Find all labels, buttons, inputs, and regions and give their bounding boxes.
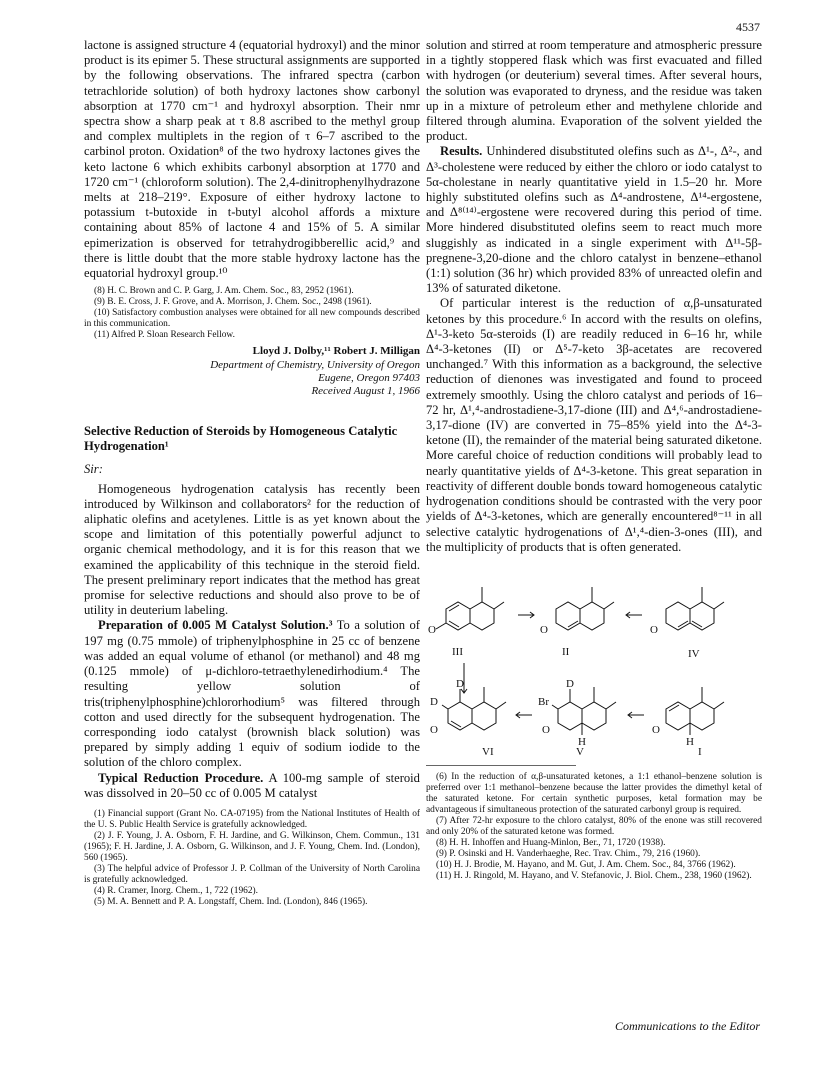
footnote-10: (10) H. J. Brodie, M. Hayano, and M. Gut, J. Am. Chem. Soc., 84, 3766 (1962). [436,859,736,870]
label-O-III: O [428,623,436,636]
label-V: V [576,745,584,755]
label-O-VI: O [430,723,438,736]
label-II: II [562,645,570,658]
catalyst-preparation-paragraph [84,618,420,770]
arrow-I-to-V [628,712,644,718]
structure-VI [442,687,506,730]
footnote-3: (3) The helpful advice of Professor J. P. Collman of the University of North Carolina is gratefully acknowledged. [84,863,420,885]
page-number: 4537 [736,20,760,34]
reaction-scheme-drawing [426,569,776,755]
footnote-6: (6) In the reduction of α,β-unsaturated ketones, a 1:1 ethanol–benzene solution is preferred over 1:1 methanol–benzene because the latter provides the dimethyl ketal of the saturated ketone. For certain synthetic purposes, ketal formation may be advantageous if simultaneous protection of the saturated carbonyl group is required. [426,771,762,815]
structure-I [666,687,724,735]
footnote-8: (8) H. H. Inhoffen and Huang-Minlon, Ber., 71, 1720 (1938). [436,837,666,848]
catalyst-preparation-text: To a solution of 197 mg (0.75 mmole) of triphenylphosphine in 25 cc of benzene was added an equal volume of ethanol (or methanol) and 48 mg (0.125 mmole) of μ-dichloro-tetraethylenedirhodium.⁴ The resulting yellow solution of tris(triphenylphosphine)chlororhodium⁵ was filtered through cotton and used directly for the subsequent hydrogenation. The corresponding iodo catalyst (brownish black solution) was prepared by simply adding 1 equiv of sodium iodide to the solution of the chloro complex. [84,618,420,770]
note-9: (9) B. E. Cross, J. F. Grove, and A. Morrison, J. Chem. Soc., 2498 (1961). [94,297,372,308]
structure-III [436,587,504,630]
note-10: (10) Satisfactory combustion analyses were obtained for all new compounds described in this communication. [84,308,420,330]
label-O-I: O [652,723,660,736]
procedure-continuation: solution and stirred at room temperature and atmospheric pressure in a tightly stoppered flask which was first evacuated and filled with hydrogen (or deuterium) several times. After several hours, the solution was evaporated to dryness, and the residue was taken up in a mixture of petroleum ether and methylene chloride and filtered through alumina. Evaporation of the solvent yielded the product. [426,38,762,144]
footnote-1: (1) Financial support (Grant No. CA-07195) from the National Institutes of Health of the U. S. Public Health Service is gratefully acknowledged. [84,808,420,830]
label-O-II: O [540,623,548,636]
footnote-7: (7) After 72-hr exposure to the chloro catalyst, 80% of the enone was still recovered and only 20% of the saturated ketone was formed. [426,815,762,837]
structure-IV [666,587,724,630]
left-column [84,38,420,908]
label-O-IV: O [650,623,658,636]
intro-paragraph: Homogeneous hydrogenation catalysis has recently been introduced by Wilkinson and collaborators² for the reduction of aliphatic olefins and acetylenes. Little is as yet known about the scope and limitation of this potentially powerful adjunct to organic chemical methodology, and it is for this reason that we examined the applicability of this technique in the steroid field. The present preliminary report indicates that the method has great promise for selective reductions and should also prove to be of utility in deuterium labeling. [84,481,420,618]
label-D-V: D [566,677,574,690]
previous-article-conclusion: lactone is assigned structure 4 (equatorial hydroxyl) and the minor product is its epimer 5. These structural assignments are supported by the following observations. The infrared spectra (carbon tetrachloride solution) of both hydroxy lactones show carbonyl absorption at 1770 cm⁻¹ and hydroxyl absorption. Their nmr spectra show a sharp peak at τ 8.8 ascribed to the methyl group and complex multiplets in the region of τ 6–7 ascribed to the carbinol proton. Oxidation⁸ of the two hydroxy lactones gives the keto lactone 6 which exhibits carbonyl absorption at 1770 and 1720 cm⁻¹ (chloroform solution). The 2,4-dinitrophenylhydrazone melts at 218–219°. Exposure of either hydroxy lactone to potassium t-butoxide in t-butyl alcohol affords a mixture containing about 85% of lactone 4 and 15% of 5. A similar epimerization is observed for tetrahydrogibberellic acid,⁹ and there is little doubt that the more stable hydroxy lactone has the equatorial hydroxyl group.¹⁰ [84,38,420,281]
arrow-IV-to-II [626,612,642,618]
author-city: Eugene, Oregon 97403 [318,372,420,385]
right-column [426,38,762,882]
label-VI: VI [482,745,494,755]
label-I: I [698,745,702,755]
reaction-scheme [426,569,776,755]
reduction-procedure-paragraph [84,771,420,801]
results-heading: Results. [440,144,483,159]
results-paragraph [426,144,762,296]
label-D-VI-left: D [430,695,438,708]
label-Br-V: Br [538,695,549,708]
arrow-V-to-VI [516,712,532,718]
label-H-V: H [578,735,586,748]
received-date: Received August 1, 1966 [311,385,420,398]
note-11: (11) Alfred P. Sloan Research Fellow. [94,330,235,341]
footnote-4: (4) R. Cramer, Inorg. Chem., 1, 722 (1962). [94,885,259,896]
label-H-I: H [686,735,694,748]
footnote-11: (11) H. J. Ringold, M. Hayano, and V. Stefanovic, J. Biol. Chem., 238, 1960 (1962). [436,870,752,881]
journal-section-footer: Communications to the Editor [615,1019,760,1033]
footnote-5: (5) M. A. Bennett and P. A. Longstaff, Chem. Ind. (London), 846 (1965). [94,896,368,907]
structure-V [552,687,616,735]
article-title: Selective Reduction of Steroids by Homogeneous Catalytic Hydrogenation¹ [84,424,398,454]
left-footnotes [84,809,420,908]
arrow-III-to-II [518,612,534,618]
label-III: III [452,645,463,658]
footnote-2: (2) J. F. Young, J. A. Osborn, F. H. Jardine, and G. Wilkinson, Chem. Commun., 131 (1965); F. H. Jardine, J. A. Osborn, G. Wilkinson, and J. F. Young, Chem. Ind. (London), 560 (1965). [84,830,420,863]
previous-article-notes [84,286,420,341]
author-names: Lloyd J. Dolby,¹¹ Robert J. Milligan [252,345,420,358]
structure-II [556,587,614,630]
footnote-9: (9) P. Osinski and H. Vanderhaeghe, Rec. Trav. Chim., 79, 216 (1960). [436,848,701,859]
author-affiliation: Department of Chemistry, University of Oregon [210,359,420,372]
note-8: (8) H. C. Brown and C. P. Garg, J. Am. Chem. Soc., 83, 2952 (1961). [94,286,354,297]
enone-reduction-paragraph: Of particular interest is the reduction of α,β-unsaturated ketones by this procedure.⁶ In accord with the results on olefins, Δ¹-3-keto 5α-steroids (I) are readily reduced in 6–16 hr, while Δ⁴-3-ketones (II) or Δ⁵-7-keto 3β-acetates are recovered unchanged.⁷ With this information as a background, the selective reduction of dienones was investigated and found to proceed extremely smoothly. Using the chloro catalyst and periods of 16–72 hr, Δ¹,⁴-androstadiene-3,17-dione (III) and Δ⁴,⁶-androstadiene-3,17-dione (IV) are converted in 75–85% yield into the Δ⁴-3-ketone (II), the remainder of the material being saturated diketone. More careful choice of reduction conditions will probably lead to nearly quantitative yields of Δ⁴-3-ketone. This great separation in reactivity of different double bonds toward homogeneous catalytic hydrogenation conditions should be contrasted with the very poor yields of Δ⁴-3-ketones, which are generally encountered⁸⁻¹¹ in all selective catalytic hydrogenations of Δ¹,⁴-dien-3-ones (III), and the multiplicity of products that is often generated. [426,296,762,554]
right-footnotes [426,772,762,882]
salutation: Sir: [84,462,103,477]
label-O-V: O [542,723,550,736]
reduction-procedure-heading: Typical Reduction Procedure. [98,770,264,785]
reduction-procedure-text: A 100-mg sample of steroid was dissolved in 20–50 cc of 0.005 M catalyst [84,770,420,800]
results-text: Unhindered disubstituted olefins such as Δ¹-, Δ²-, and Δ³-cholestene were reduced by either the chloro or iodo catalyst to 5α-cholestane in nearly quantitative yield in 1.5–20 hr. More highly substituted olefins such as Δ⁴-androstene, Δ¹⁴-ergostene, and Δ⁸⁽¹⁴⁾-ergostene were recovered during this period of time. More hindered disubstituted olefins seem to react much more sluggishly as indicated in a single experiment with Δ¹¹-5β-pregnene-3,20-dione and the chloro catalyst in benzene–ethanol (1:1) solution (36 hr) which provided 83% of unreacted olefin and 13% of saturated diketone. [426,144,762,296]
label-D-VI-top: D [456,677,464,690]
label-IV: IV [688,647,700,660]
footnote-divider [426,765,576,766]
catalyst-preparation-heading: Preparation of 0.005 M Catalyst Solution.³ [98,618,333,633]
